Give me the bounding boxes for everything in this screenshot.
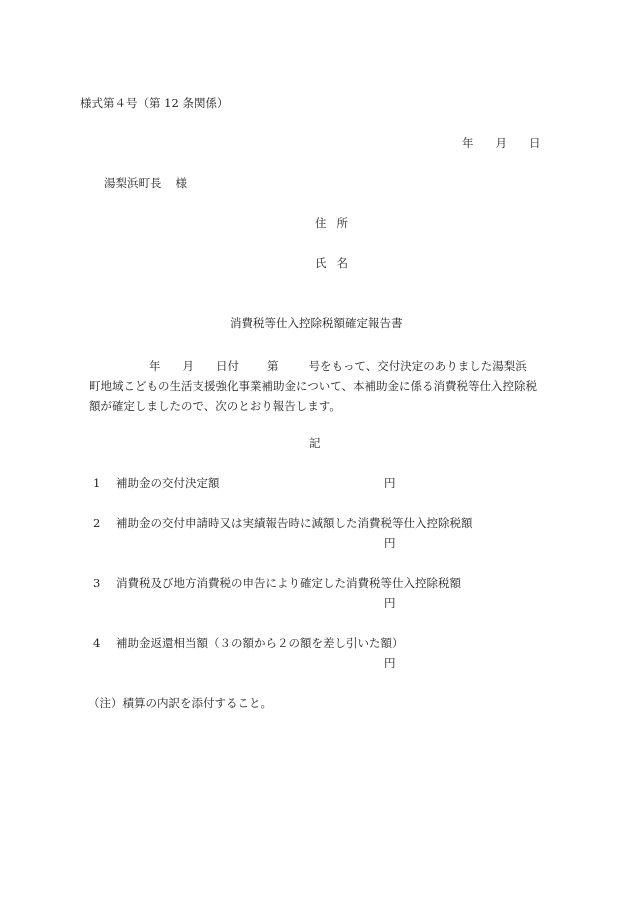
note: （注）積算の内訳を添付すること。 — [88, 696, 272, 710]
item-1-unit: 円 — [384, 476, 396, 490]
item-2 — [93, 518, 473, 530]
applicant-address-label: 住 所 — [315, 216, 348, 230]
item-label: 補助金の交付申請時又は実績報告時に減額した消費税等仕入控除税額 — [116, 516, 473, 530]
item-4 — [93, 638, 404, 650]
addressee-honorific: 様 — [175, 176, 187, 190]
item-label: 消費税及び地方消費税の申告により確定した消費税等仕入控除税額 — [116, 576, 461, 590]
item-number: 1 — [93, 476, 101, 490]
item-number: 2 — [93, 516, 101, 530]
item-2-unit: 円 — [384, 536, 396, 550]
item-number: 3 — [93, 576, 101, 590]
body-line-3: 額が確定しましたので、次のとおり報告します。 — [89, 399, 341, 413]
item-3 — [93, 578, 461, 590]
item-label: 補助金の交付決定額 — [116, 476, 220, 490]
date-year-label: 年 — [462, 136, 474, 150]
item-number: 4 — [93, 636, 101, 650]
form-number: 様式第４号（第 12 条関係） — [80, 96, 229, 110]
date-day-label: 日 — [529, 136, 541, 150]
item-1 — [93, 478, 220, 490]
item-label: 補助金返還相当額（３の額から２の額を差し引いた額） — [116, 636, 404, 650]
date-month-label: 月 — [495, 136, 507, 150]
ki-heading: 記 — [309, 436, 321, 450]
item-3-unit: 円 — [384, 596, 396, 610]
date-line — [462, 138, 541, 150]
document-title: 消費税等仕入控除税額確定報告書 — [230, 316, 403, 330]
applicant-name-label: 氏 名 — [315, 256, 348, 270]
addressee-name: 湯梨浜町長 — [104, 176, 162, 190]
addressee — [104, 178, 187, 190]
body-line-2: 町地域こどもの生活支援強化事業補助金について、本補助金に係る消費税等仕入控除税 — [89, 379, 538, 393]
body-line-1: 年 月 日付 第 号をもって、交付決定のありました湯梨浜 — [149, 359, 527, 373]
body-paragraph — [89, 356, 559, 416]
item-4-unit: 円 — [384, 656, 396, 670]
